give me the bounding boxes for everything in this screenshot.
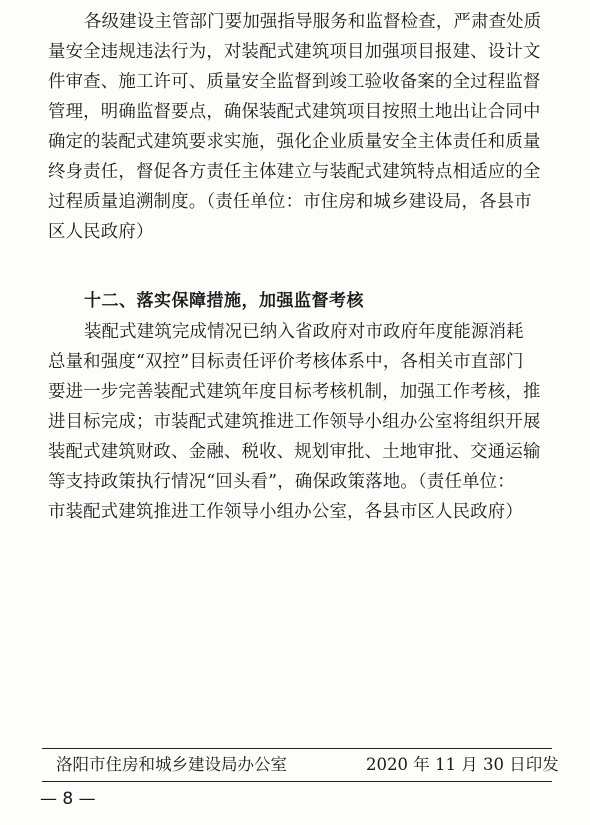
paragraph-line: 进目标完成；市装配式建筑推进工作领导小组办公室将组织开展	[48, 412, 541, 432]
paragraph-line: 管理，明确监督要点，确保装配式建筑项目按照土地出让合同中	[48, 102, 541, 122]
paragraph-line: 终身责任，督促各方责任主体建立与装配式建筑特点相适应的全	[48, 162, 541, 182]
paragraph-line: 过程质量追溯制度。（责任单位：市住房和城乡建设局，各县市	[48, 192, 532, 212]
paragraph-line: 市装配式建筑推进工作领导小组办公室，各县市区人民政府）	[48, 502, 523, 522]
footer-bottom-rule	[42, 781, 552, 782]
paragraph-line: 确定的装配式建筑要求实施，强化企业质量安全主体责任和质量	[48, 132, 541, 152]
paragraph-quality-supervision	[48, 7, 558, 247]
paragraph-line: 件审查、施工许可、质量安全监督到竣工验收备案的全过程监督	[48, 72, 541, 92]
paragraph-line: 等支持政策执行情况“回头看”，确保政策落地。（责任单位：	[48, 472, 515, 492]
paragraph-line: 量安全违规违法行为，对装配式建筑项目加强项目报建、设计文	[48, 42, 541, 62]
footer-issuer: 洛阳市住房和城乡建设局办公室	[56, 755, 287, 774]
paragraph-line: 要进一步完善装配式建筑年度目标考核机制，加强工作考核，推	[48, 382, 541, 402]
paragraph-line: 各级建设主管部门要加强指导服务和监督检查，严肃查处质	[84, 12, 542, 32]
paragraph-line: 装配式建筑完成情况已纳入省政府对市政府年度能源消耗	[84, 322, 524, 342]
paragraph-assessment	[48, 317, 558, 527]
paragraph-line: 区人民政府）	[48, 222, 154, 242]
page-number: — 8 —	[40, 789, 96, 809]
footer-issue-date: 2020 年 11 月 30 日印发	[366, 755, 559, 774]
paragraph-line: 总量和强度“双控”目标责任评价考核体系中，各相关市直部门	[48, 352, 524, 372]
footer-top-rule	[42, 748, 552, 749]
section-heading-text: 十二、落实保障措施，加强监督考核	[84, 291, 364, 311]
paragraph-line: 装配式建筑财政、金融、税收、规划审批、土地审批、交通运输	[48, 442, 541, 462]
section-heading	[48, 286, 558, 316]
